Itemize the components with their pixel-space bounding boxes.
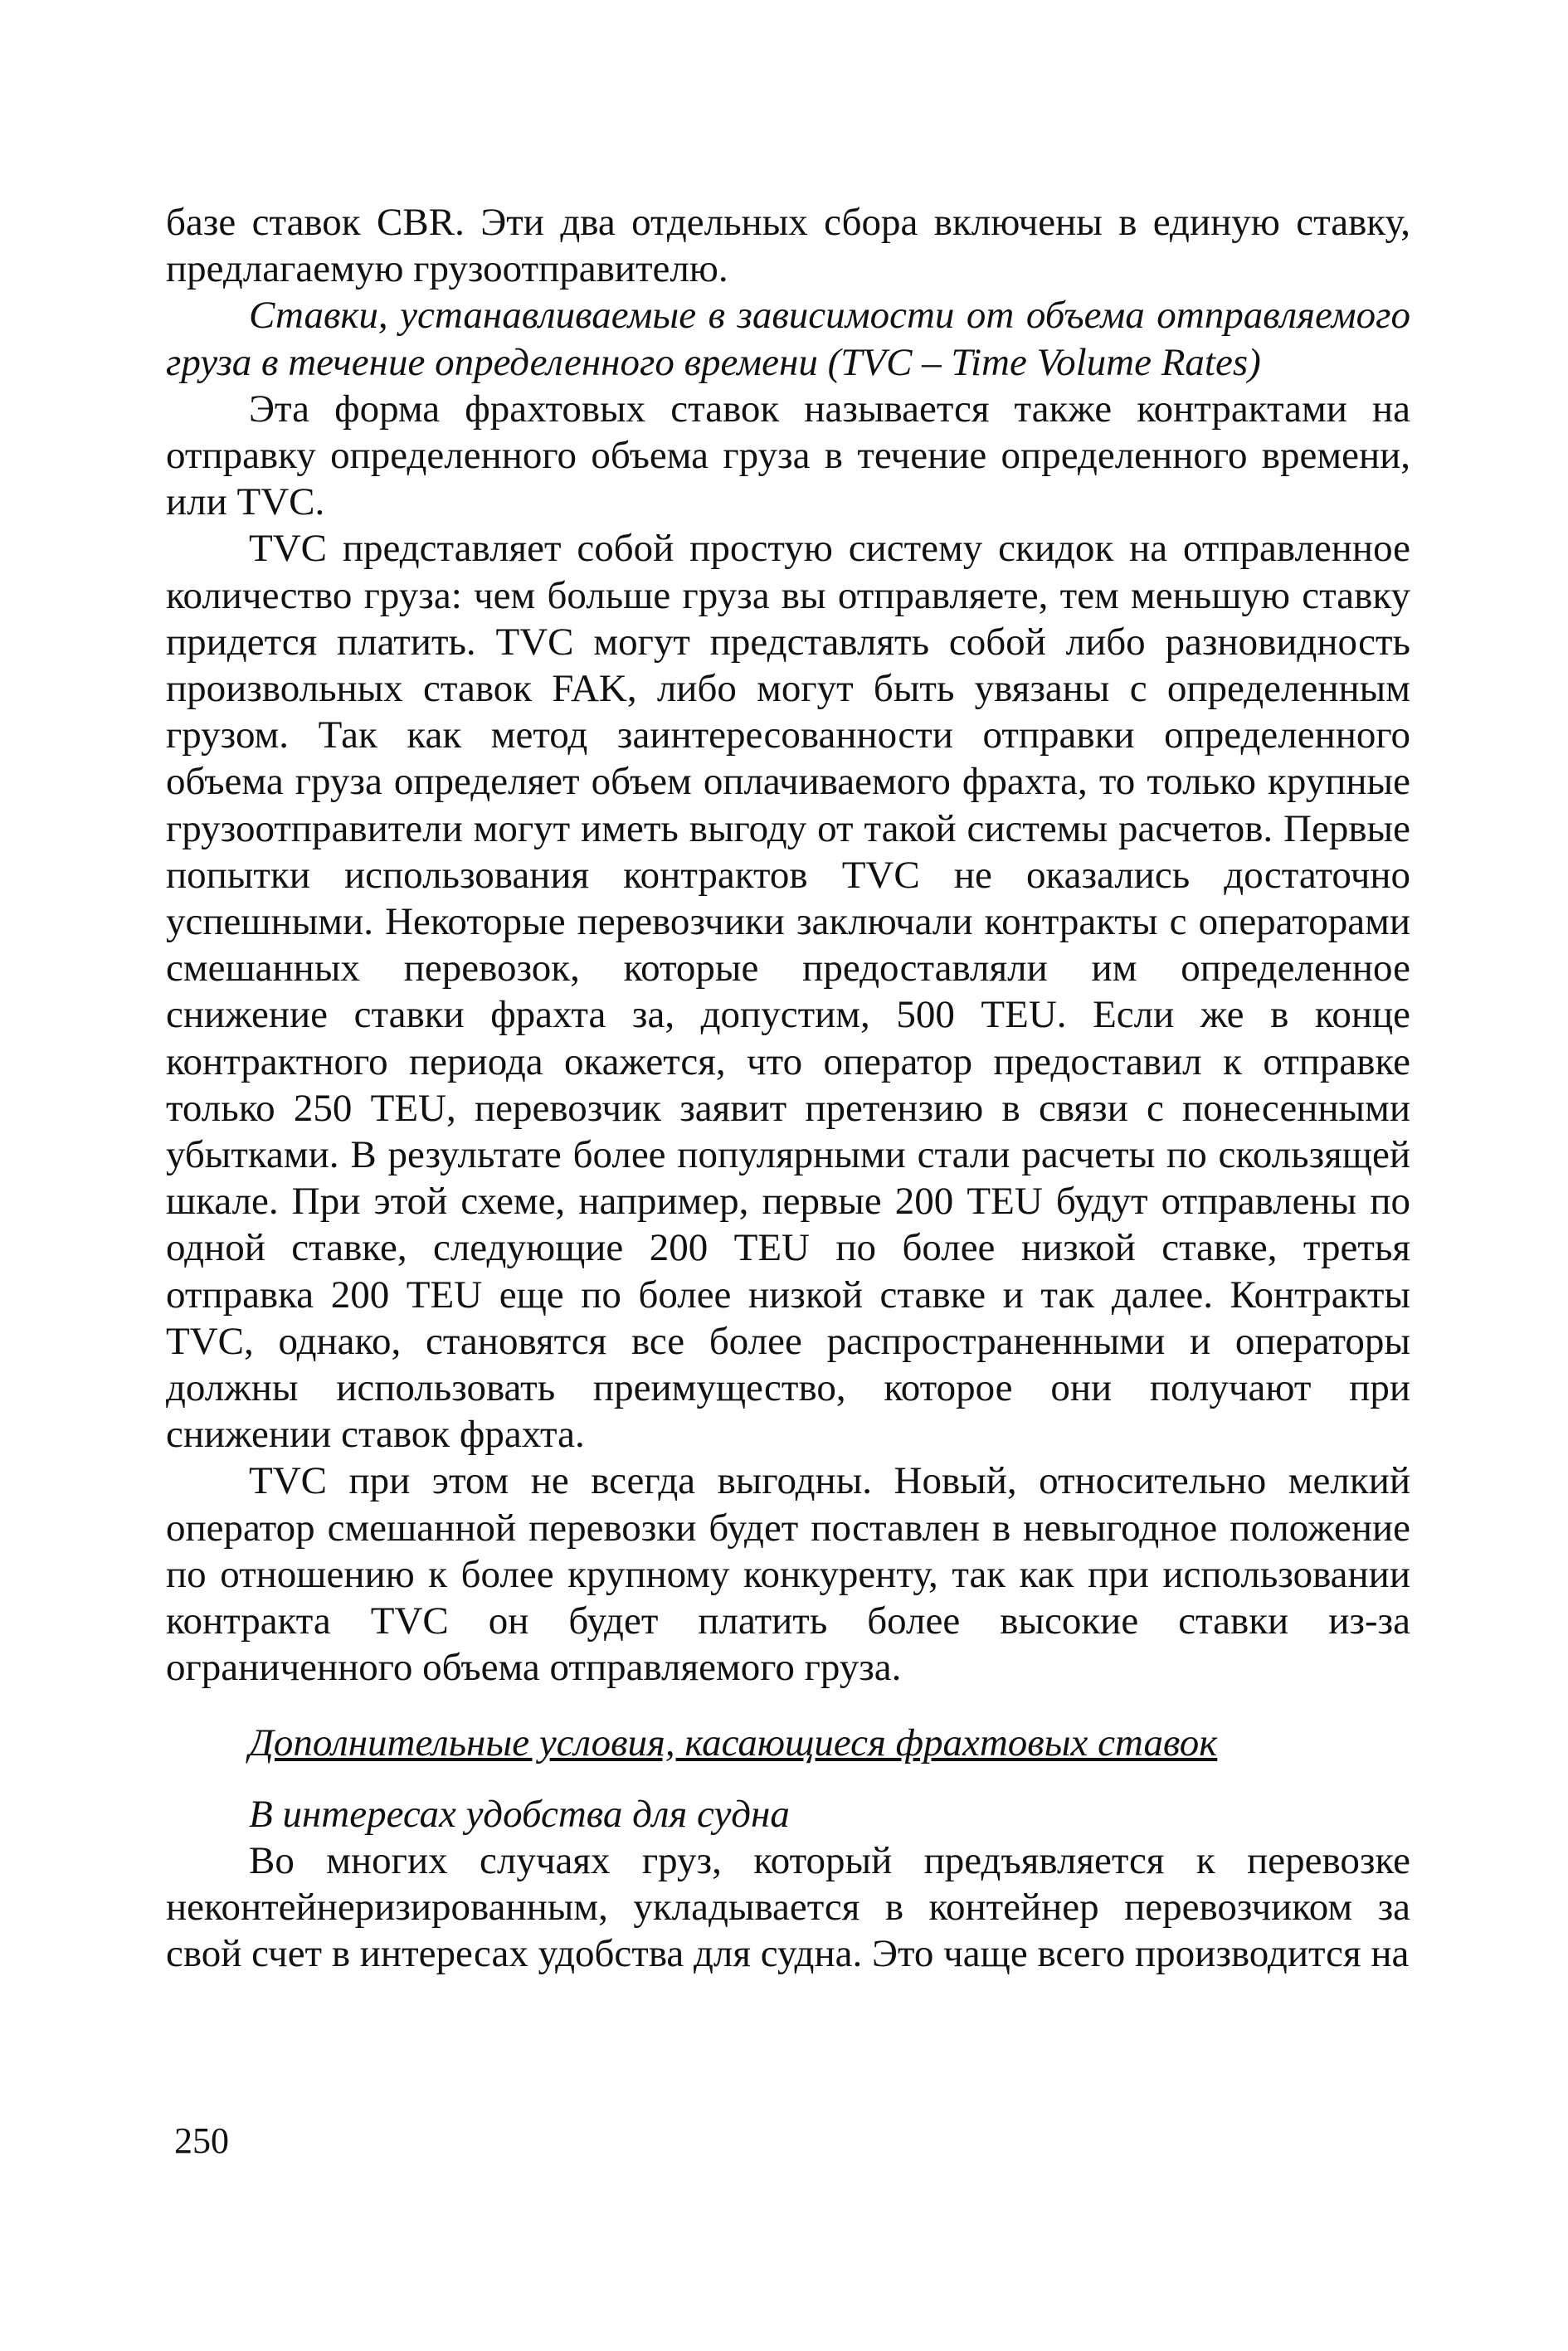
inline-heading-tvc: Ставки, устанавливаемые в зависимости от объема отправляемого груза в течение определенного времени (TVC – Time Volume Rates) bbox=[166, 294, 1410, 384]
paragraph-tvc-definition: Эта форма фрахтовых ставок называется также контрактами на отправку определенного объема груза в течение определенного времени, или TVC. bbox=[166, 387, 1410, 524]
paragraph-continuation: базе ставок CBR. Эти два отдельных сбора включены в единую ставку, предлагаемую грузоотправителю. bbox=[166, 201, 1410, 291]
subsection-heading: В интересах удобства для судна bbox=[249, 1792, 790, 1836]
section-heading: Дополнительные условия, касающиеся фрахтовых ставок bbox=[249, 1721, 1218, 1764]
paragraph-tvc-drawbacks: TVC при этом не всегда выгодны. Новый, относительно мелкий оператор смешанной перевозки будет поставлен в невыгодное положение по отношению к более крупному конкуренту, так как при использовании контракта TVC он будет платить более высокие ставки из-за ограниченного объема отправляемого груза. bbox=[166, 1459, 1410, 1690]
page-body bbox=[166, 199, 1410, 1978]
paragraph-vessel-convenience: Во многих случаях груз, который предъявляется к перевозке неконтейнеризированным, укладывается в контейнер перевозчиком за свой счет в интересах удобства для судна. Это чаще всего производится на bbox=[166, 1838, 1410, 1976]
page-number: 250 bbox=[174, 2120, 229, 2161]
paragraph-tvc-description: TVC представляет собой простую систему скидок на отправленное количество груза: чем больше груза вы отправляете, тем меньшую ставку придется платить. TVC могут представлять собой либо разновидность произвольных ставок FAK, либо могут быть увязаны с определенным грузом. Так как метод заинтересованности отправки определенного объема груза определяет объем оплачиваемого фрахта, то только крупные грузоотправители могут иметь выгоду от такой системы расчетов. Первые попытки использования контрактов TVC не оказались достаточно успешными. Некоторые перевозчики заключали контракты с операторами смешанных перевозок, которые предоставляли им определенное снижение ставки фрахта за, допустим, 500 TEU. Если же в конце контрактного периода окажется, что оператор предоставил к отправке только 250 TEU, перевозчик заявит претензию в связи с понесенными убытками. В результате более популярными стали расчеты по скользящей шкале. При этой схеме, например, первые 200 TEU будут отправлены по одной ставке, следующие 200 TEU по более низкой ставке, третья отправка 200 TEU еще по более низкой ставке и так далее. Контракты TVC, однако, становятся все более распространенными и операторы должны использовать преимущество, которое они получают при снижении ставок фрахта. bbox=[166, 527, 1410, 1457]
